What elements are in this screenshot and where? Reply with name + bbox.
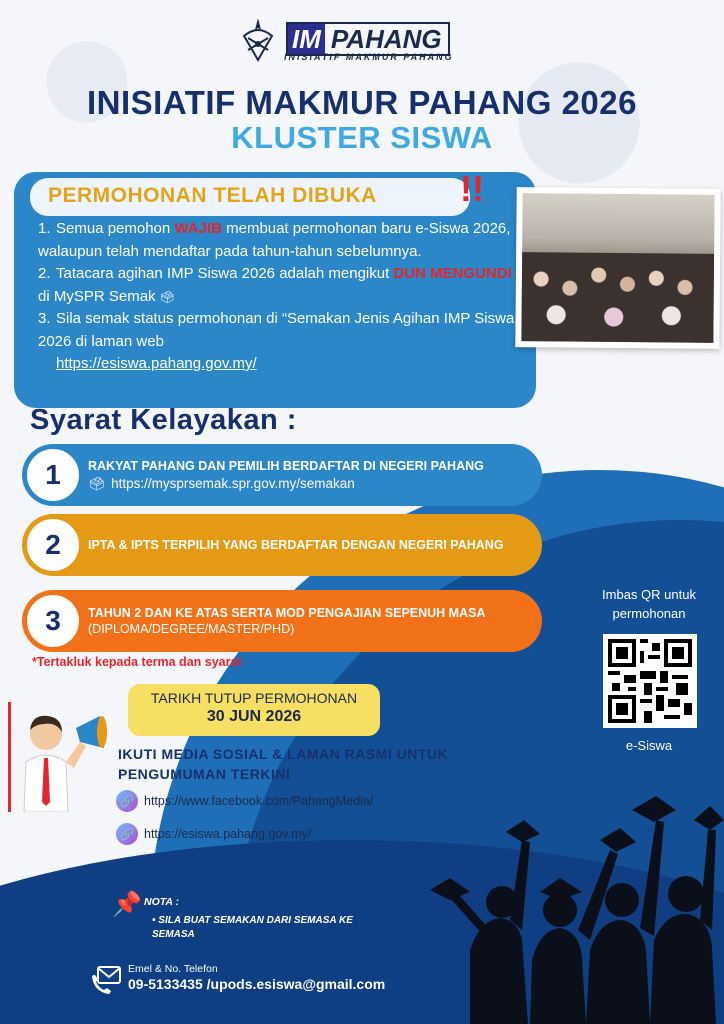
facebook-link[interactable]: https://www.facebook.com/PahangMedia/ bbox=[144, 794, 374, 808]
list-item: 1. Semua pemohon WAJIB membuat permohonan baru e-Siswa 2026, walaupun telah mendaftar pada tahun-tahun sebelumnya. bbox=[38, 220, 511, 260]
criteria-text: TAHUN 2 DAN KE ATAS SERTA MOD PENGAJIAN SEPENUH MASA bbox=[88, 606, 486, 620]
criteria-number: 2 bbox=[24, 516, 82, 574]
facebook-row[interactable] bbox=[116, 790, 373, 812]
contact-label: Emel & No. Telefon bbox=[128, 963, 218, 975]
nota-label: NOTA : bbox=[144, 896, 179, 908]
qr-code-icon bbox=[608, 639, 692, 723]
eligibility-heading: Syarat Kelayakan : bbox=[30, 404, 297, 436]
deadline-label: TARIKH TUTUP PERMOHONAN bbox=[150, 690, 358, 706]
list-item: 2. Tatacara agihan IMP Siswa 2026 adalah mengikut DUN MENGUNDI di MySPR Semak 🗳 bbox=[38, 263, 518, 308]
ballot-box-icon: 🗳 bbox=[159, 289, 175, 304]
criteria-2 bbox=[22, 514, 542, 576]
qr-caption: Imbas QR untuk permohonan bbox=[602, 587, 696, 621]
qr-code[interactable] bbox=[603, 634, 697, 728]
social-heading: IKUTI MEDIA SOSIAL & LAMAN RASMI UNTUK PENGUMUMAN TERKINI bbox=[118, 746, 449, 782]
esiswa-link[interactable]: https://esiswa.pahang.gov.my/ bbox=[56, 355, 257, 372]
logo-tagline: INISIATIF MAKMUR PAHANG bbox=[284, 52, 454, 62]
megaphone-man-icon bbox=[8, 702, 108, 812]
wajib-highlight: WAJIB bbox=[174, 220, 222, 237]
website-row[interactable] bbox=[116, 823, 311, 845]
criteria-number: 3 bbox=[24, 592, 82, 650]
panel-heading-box bbox=[30, 178, 470, 216]
contact-value: 09-5133435 /upods.esiswa@gmail.com bbox=[128, 976, 386, 992]
criteria-text-extra: (DIPLOMA/DEGREE/MASTER/PHD) bbox=[88, 622, 295, 636]
ballot-box-icon: 🗳 bbox=[88, 476, 106, 491]
deadline-box bbox=[128, 684, 380, 736]
sub-title: KLUSTER SISWA bbox=[231, 120, 493, 155]
criteria-number: 1 bbox=[24, 446, 82, 504]
qr-label: e-Siswa bbox=[625, 738, 673, 753]
phone-email-icon bbox=[90, 963, 122, 995]
dun-highlight: DUN MENGUNDI bbox=[393, 265, 512, 282]
link-icon: 🔗 bbox=[116, 823, 138, 845]
info-list bbox=[38, 218, 518, 376]
criteria-3 bbox=[22, 590, 542, 652]
link-icon: 🔗 bbox=[116, 790, 138, 812]
logo-pahang: PAHANG bbox=[330, 23, 442, 54]
graduates-silhouette-icon bbox=[410, 780, 724, 1024]
criteria-1 bbox=[22, 444, 542, 506]
alert-marks: !! bbox=[460, 168, 484, 209]
myspr-link[interactable]: https://mysprsemak.spr.gov.my/semakan bbox=[111, 476, 355, 491]
nota-item: • SILA BUAT SEMAKAN DARI SEMASA KE SEMASA bbox=[152, 915, 353, 940]
panel-heading: PERMOHONAN TELAH DIBUKA bbox=[48, 184, 377, 207]
terms-note: *Tertakluk kepada terma dan syarat bbox=[32, 655, 242, 669]
criteria-text: RAKYAT PAHANG DAN PEMILIH BERDAFTAR DI NEGERI PAHANG bbox=[88, 459, 484, 473]
website-link[interactable]: https://esiswa.pahang.gov.my/ bbox=[144, 827, 312, 841]
logo-im: IM bbox=[288, 24, 325, 54]
pahang-crest-icon bbox=[238, 16, 278, 62]
list-item: 3. Sila semak status permohonan di “Semakan Jenis Agihan IMP Siswa 2026 di laman web https://esiswa.pahang.gov.my/ bbox=[38, 310, 515, 372]
imp-wordmark bbox=[286, 22, 450, 56]
group-photo bbox=[515, 187, 720, 349]
pushpin-icon: 📌 bbox=[112, 891, 142, 918]
deadline-date: 30 JUN 2026 bbox=[206, 708, 302, 725]
criteria-text: IPTA & IPTS TERPILIH YANG BERDAFTAR DENGAN NEGERI PAHANG bbox=[88, 538, 504, 552]
main-title: INISIATIF MAKMUR PAHANG 2026 bbox=[87, 84, 637, 121]
